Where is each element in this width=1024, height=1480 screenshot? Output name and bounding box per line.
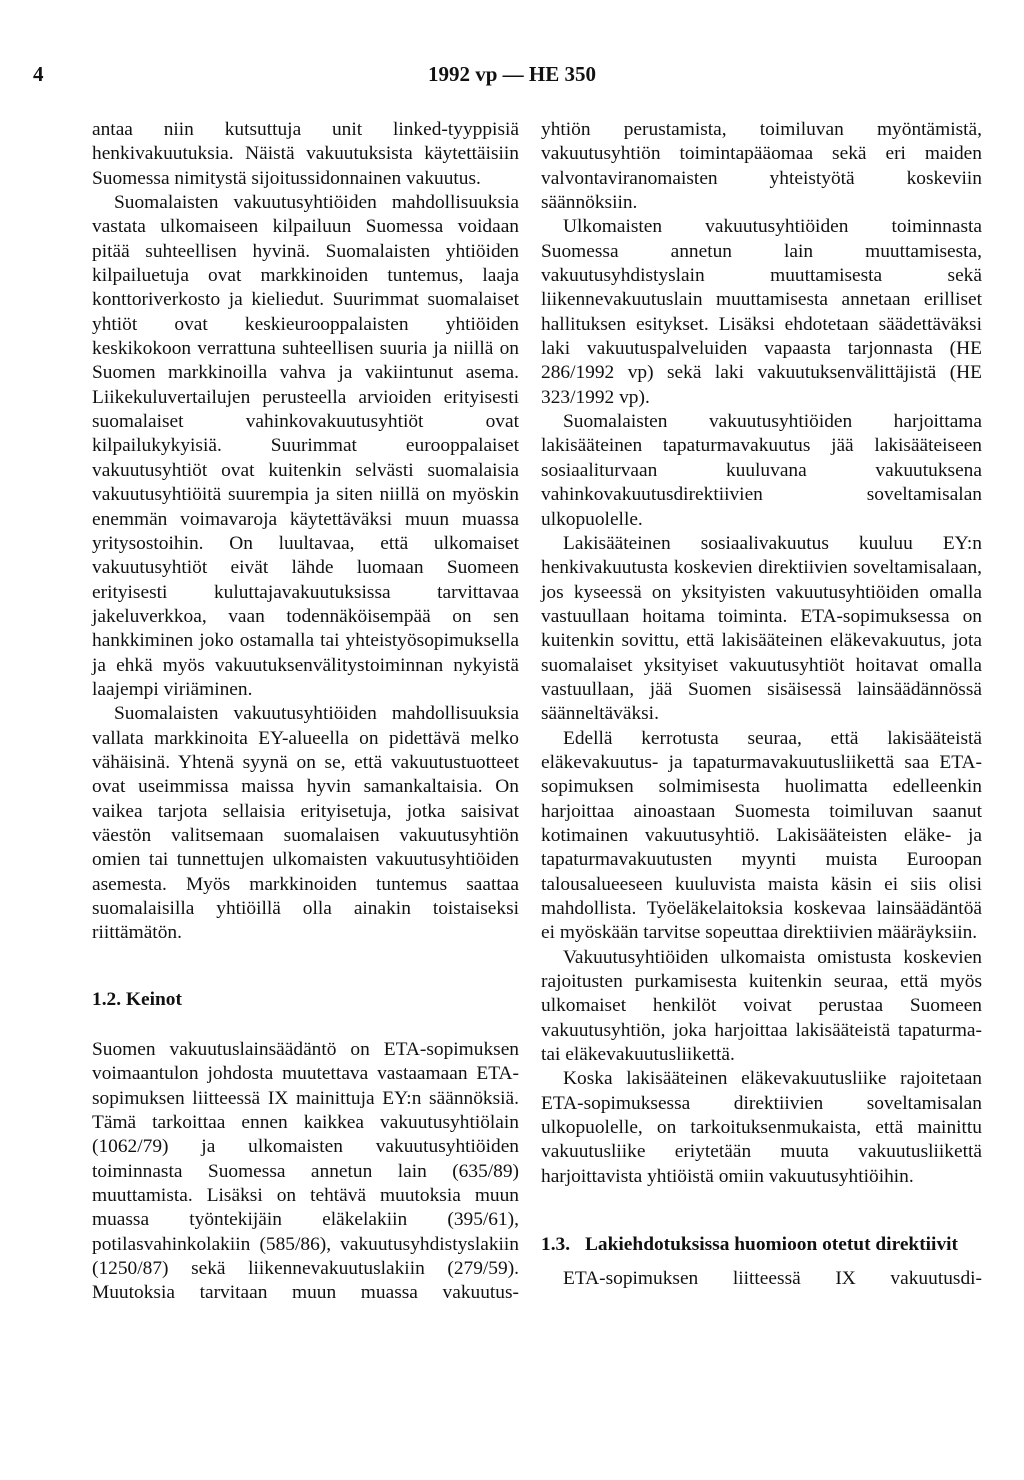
right-paragraph-2: Ulkomaisten vakuutusyhtiöiden toiminnasta Suomessa annetun lain muuttamisesta, vakuutusyhdistyslain muuttamisesta sekä liikennevakuutuslain muuttamisesta annetaan erilliset hallituksen esitykset. Lisäksi ehdotetaan säädettäväksi laki vakuutuspalveluiden vapaasta tarjonnasta (HE 286/1992 vp) sekä laki vakuutuksenvälittäjistä (HE 323/1992 vp). [541, 216, 982, 408]
left-paragraph-2: Suomalaisten vakuutusyhtiöiden mahdollisuuksia vastata ulkomaiseen kilpailuun Suomessa voidaan pitää suhteellisen hyvinä. Suomalaisten yhtiöiden kilpailuetuja ovat markkinoiden tuntemus, laaja konttoriverkosto ja kieliedut. Suurimmat suomalaiset yhtiöt ovat keskieurooppalaisten yhtiöiden keskikokoon verrattuna suhteellisen suuria ja niillä on Suomen markkinoilla vahva ja vakiintunut asema. Liikekuluvertailujen perusteella arvioiden erityisesti suomalaiset vahinkovakuutusyhtiöt ovat kilpailukykyisiä. Suurimmat eurooppalaiset vakuutusyhtiöt ovat kuitenkin selvästi suomalaisia vakuutusyhtiöitä suurempia ja siten niillä on myöskin enemmän voimavaroja käytettäväksi muun muassa yritysostoihin. On luultavaa, että ulkomaiset vakuutusyhtiöt eivät lähde luomaan Suomeen erityisesti kuluttajavakuutuksissa tarvittavaa jakeluverkkoa, vaan todennäköisempää on sen hankkiminen joko ostamalla tai yhteistyösopimuksella ja ehkä myös vakuutuksenvälitystoiminnan nykyistä laajempi viriäminen. [92, 192, 519, 700]
section-heading-1-2: 1.2. Keinot [92, 988, 182, 1010]
right-column [541, 118, 982, 1292]
right-paragraph-3: Suomalaisten vakuutusyhtiöiden harjoittama lakisääteinen tapaturmavakuutus jää lakisääteiseen sosiaaliturvaan kuuluvana vakuutuksena vahinkovakuutusdirektiivien soveltamisalan ulkopuolelle. [541, 411, 982, 530]
right-paragraph-8: ETA-sopimuksen liitteessä IX vakuutusdi- [563, 1268, 982, 1290]
left-column [92, 118, 519, 1306]
left-paragraph-4: Suomen vakuutuslainsäädäntö on ETA-sopimuksen voimaantulon johdosta muutettava vastaamaan ETA-sopimuksen liitteessä IX mainittuja EY:n säännöksiä. Tämä tarkoittaa ennen kaikkea vakuutusyhtiölain (1062/79) ja ulkomaisten vakuutusyhtiöiden toiminnasta Suomessa annetun lain (635/89) muuttamista. Lisäksi on tehtävä muutoksia muun muassa työntekijäin eläkelakiin (395/61), potilasvahinkolakiin (585/86), vakuutusyhdistyslakiin (1250/87) sekä liikennevakuutuslakiin (279/59). Muutoksia tarvitaan muun muassa vakuutus- [92, 1039, 519, 1304]
right-paragraph-7: Koska lakisääteinen eläkevakuutusliike rajoitetaan ETA-sopimuksessa direktiivien soveltamisalan ulkopuolelle, on tarkoituksenmukaista, että mainittu vakuutusliike eriytetään muuta vakuutusliikettä harjoittavista yhtiöistä omiin vakuutusyhtiöihin. [541, 1068, 982, 1187]
right-paragraph-5: Edellä kerrotusta seuraa, että lakisääteistä eläkevakuutus- ja tapaturmavakuutusliikettä saa ETA-sopimuksen solmimisesta huolimatta edelleenkin harjoittaa ainoastaan Suomesta toimiluvan saanut kotimainen vakuutusyhtiö. Lakisääteisten eläke- ja tapaturmavakuutusten myynti muista Euroopan talousalueeseen kuuluvista maista käsin ei siis olisi mahdollista. Työeläkelaitoksia koskevaa lainsäädäntöä ei myöskään tarvitse sopeuttaa direktiivien määräyksiin. [541, 727, 982, 944]
running-header: 1992 vp — HE 350 [427, 62, 597, 86]
left-paragraph-1: antaa niin kutsuttuja unit linked-tyyppisiä henkivakuutuksia. Näistä vakuutuksista käytettäisiin Suomessa nimitystä sijoitussidonnainen vakuutus. [92, 119, 519, 189]
section-heading-1-3-number: 1.3. [541, 1234, 571, 1256]
page-number: 4 [33, 62, 44, 86]
left-paragraph-3: Suomalaisten vakuutusyhtiöiden mahdollisuuksia vallata markkinoita EY-alueella on pidettävä melko vähäisinä. Yhtenä syynä on se, että vakuutustuotteet ovat useimmissa maissa hyvin samankaltaisia. On vaikea tarjota sellaisia erityisetuja, jotka saisivat väestön valitsemaan suomalaisen vakuutusyhtiön omien tai tunnettujen ulkomaisten vakuutusyhtiöiden asemesta. Myös markkinoiden tuntemus saattaa suomalaisilla yhtiöillä olla ainakin toistaiseksi riittämätön. [92, 703, 519, 944]
right-paragraph-1: yhtiön perustamista, toimiluvan myöntämistä, vakuutusyhtiön toimintapääomaa sekä eri maiden valvontaviranomaisten yhteistyötä koskeviin säännöksiin. [541, 119, 982, 214]
section-heading-1-3 [541, 1233, 982, 1257]
section-heading-1-3-text: Lakiehdotuksissa huomioon otetut direktiivit [585, 1234, 958, 1256]
right-paragraph-6: Vakuutusyhtiöiden ulkomaista omistusta koskevien rajoitusten purkamisesta kuitenkin seuraa, että myös ulkomaiset henkilöt voivat perustaa Suomeen vakuutusyhtiön, joka harjoittaa lakisääteistä tapaturma- tai eläkevakuutusliikettä. [541, 946, 982, 1066]
right-paragraph-4: Lakisääteinen sosiaalivakuutus kuuluu EY:n henkivakuutusta koskevien direktiivien soveltamisalaan, jos kyseessä on yksityisten vakuutusyhtiöiden omalla vastuullaan hoitama toiminta. ETA-sopimuksessa on kuitenkin sovittu, että lakisääteinen eläkevakuutus, jota suomalaiset yksityiset vakuutusyhtiöt hoitavat omalla vastuullaan, jää Suomen sisäisessä lainsäädännössä säänneltäväksi. [541, 532, 982, 725]
